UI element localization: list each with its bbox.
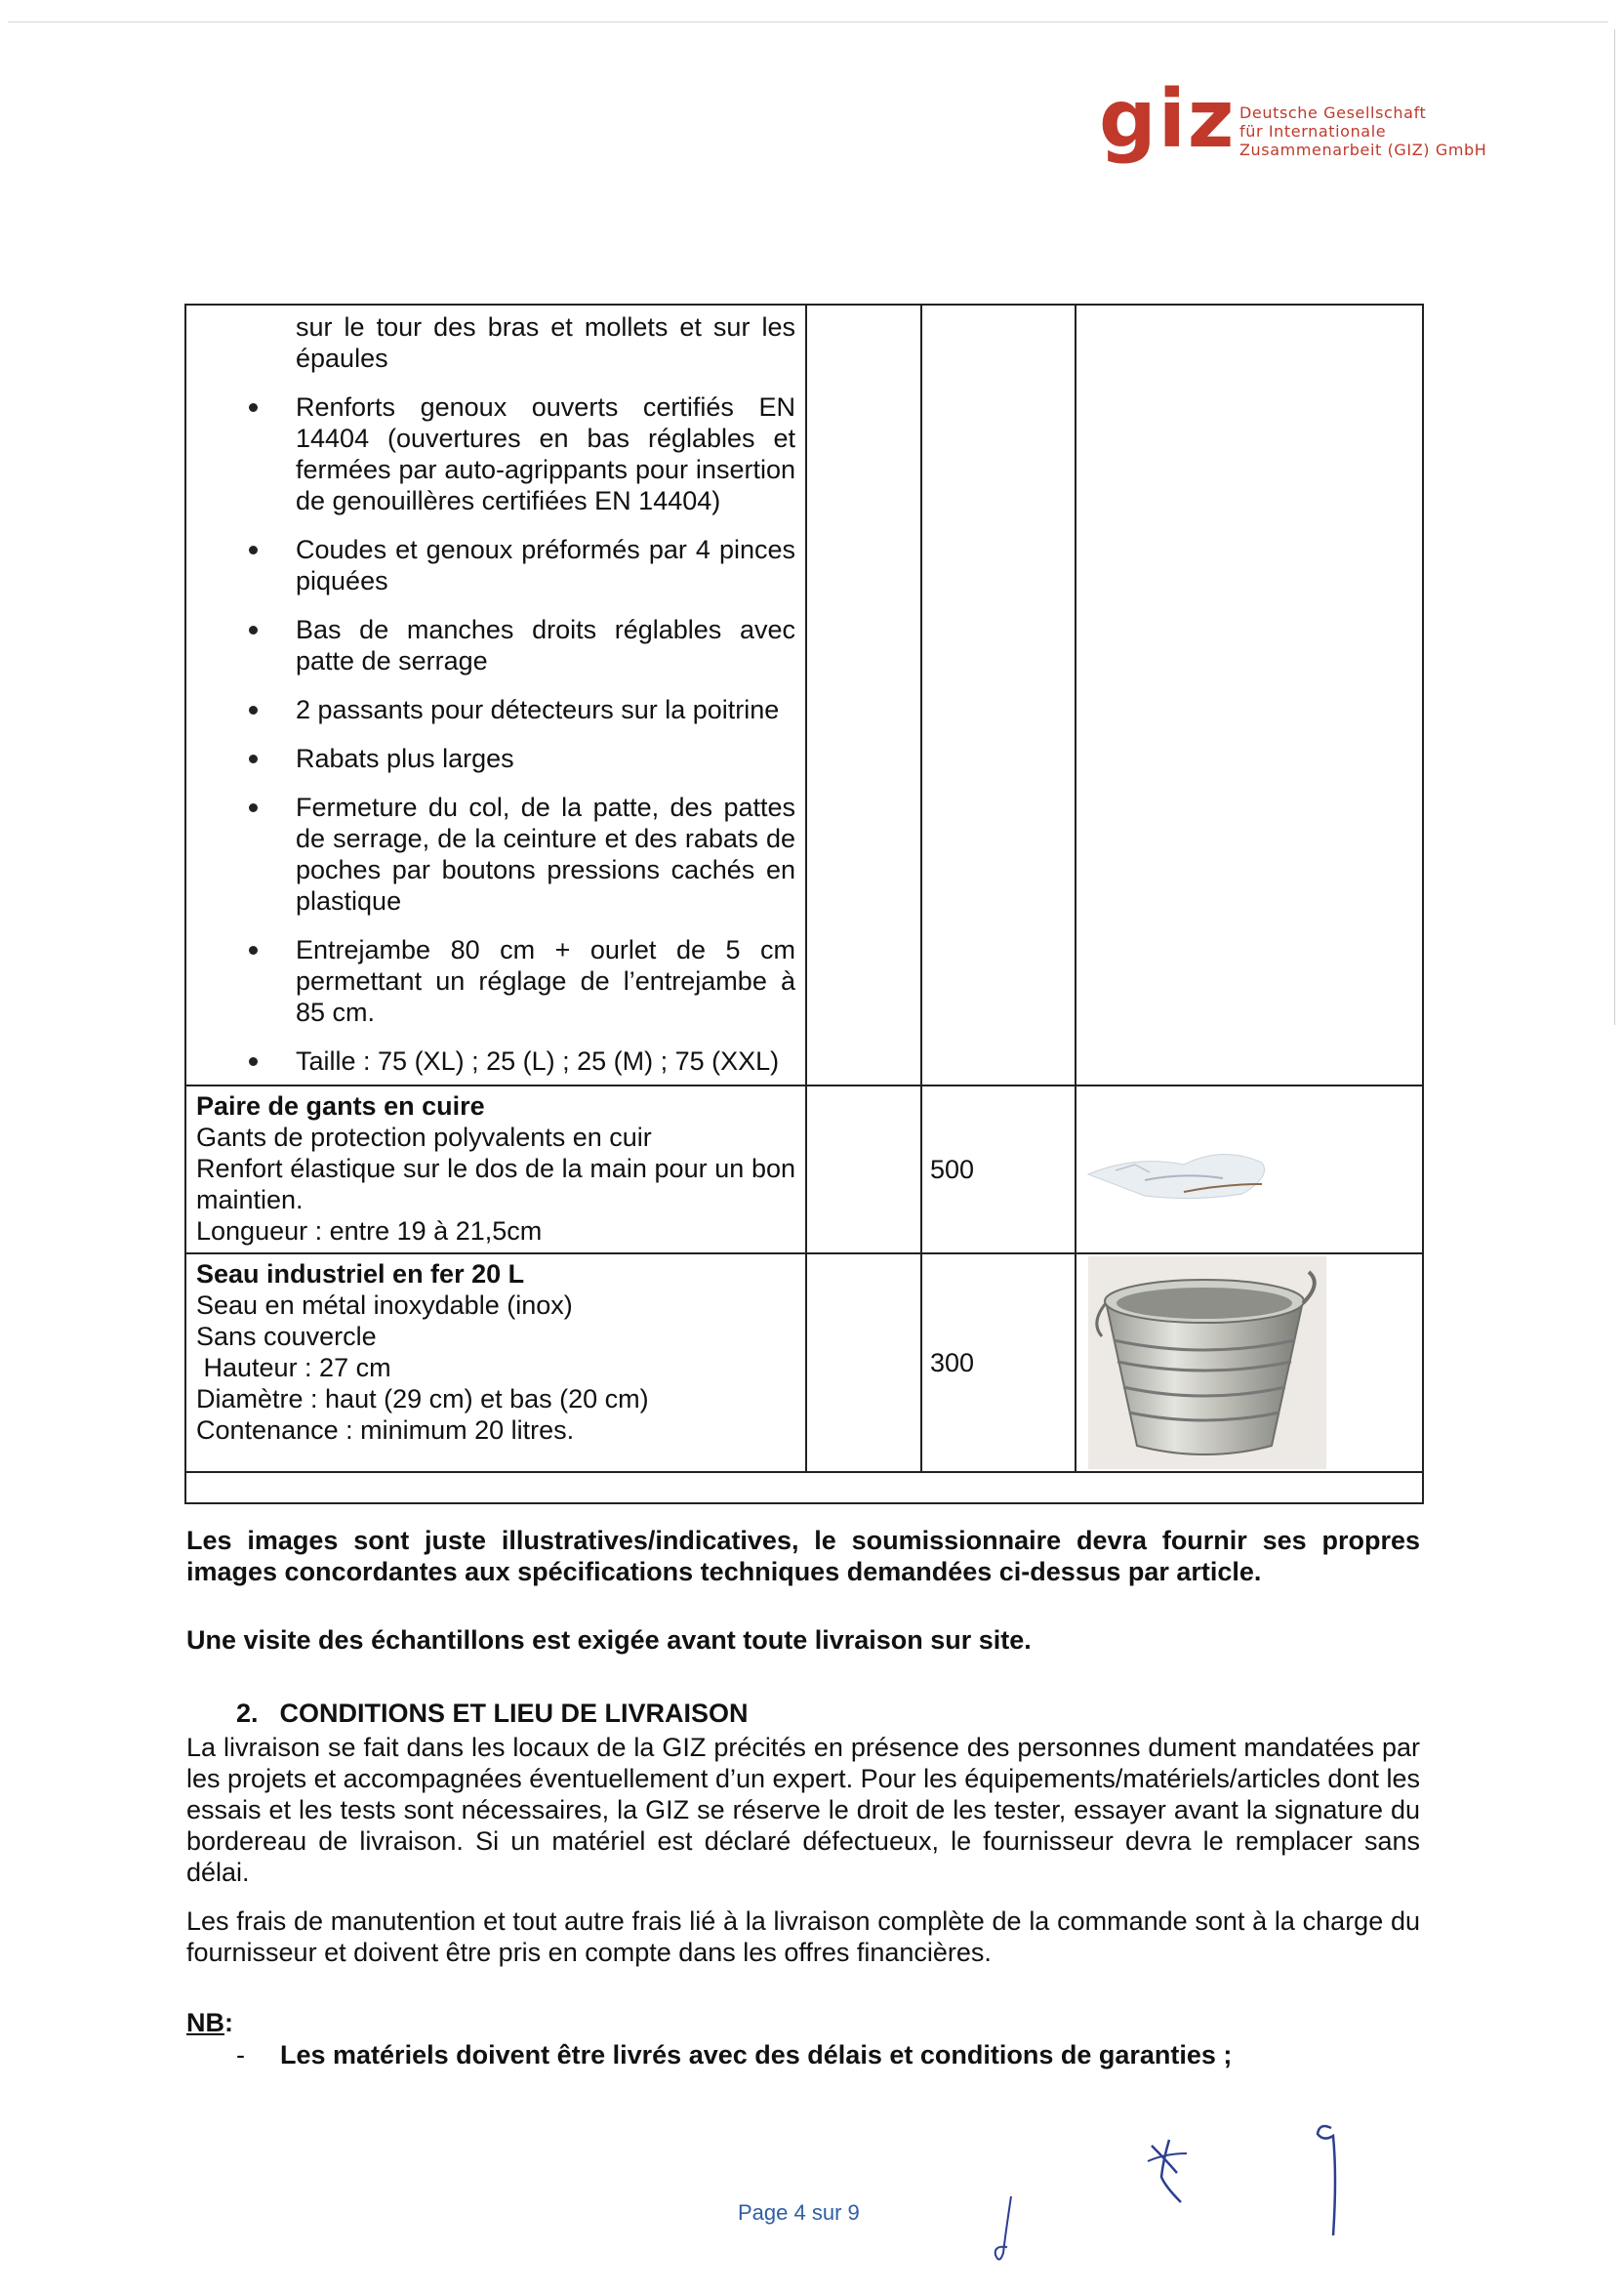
gloves-image [1076, 1086, 1422, 1243]
quantity-value: 300 [930, 1348, 975, 1377]
logo-line: Deutsche Gesellschaft [1239, 103, 1427, 122]
logo-line: Zusammenarbeit (GIZ) GmbH [1239, 141, 1487, 159]
section-paragraph: La livraison se fait dans les locaux de la GIZ précités en présence des personnes dument mandatées par les projets et accompagnées éventuellement d’un expert. Pour les équipements/matériels/articles dont les essais et les tests sont nécessaires, la GIZ se réserve le droit de les tester, essayer avant la signature du bordereau de livraison. Si un matériel est déclaré défectueux, le fournisseur devra le remplacer sans délai. [186, 1733, 1420, 1887]
item-line: Gants de protection polyvalents en cuir [196, 1123, 652, 1152]
item-line: Seau en métal inoxydable (inox) [196, 1290, 573, 1320]
item-line: Renfort élastique sur le dos de la main pour un bon maintien. [196, 1154, 795, 1214]
section-number: 2. [236, 1699, 259, 1728]
bucket-image [1076, 1254, 1422, 1471]
visit-note: Une visite des échantillons est exigée avant toute livraison sur site. [186, 1625, 1032, 1655]
item-line: Diamètre : haut (29 cm) et bas (20 cm) [196, 1384, 649, 1413]
top-rule [8, 21, 1608, 22]
item-line: Longueur : entre 19 à 21,5cm [196, 1216, 543, 1246]
empty-cell [1076, 305, 1423, 1086]
empty-row [185, 1472, 1423, 1503]
table-row [185, 1086, 1423, 1253]
empty-cell [806, 305, 921, 1086]
specification-table [184, 304, 1424, 1504]
item-line: Sans couvercle [196, 1322, 377, 1351]
list-item: Renforts genoux ouverts certifiés EN 14404 (ouvertures en bas réglables et fermées par auto-agrippants pour insertion de genouillères certifiées EN 14404) [296, 392, 795, 515]
table-row [185, 305, 1423, 1086]
list-item: Taille : 75 (XL) ; 25 (L) ; 25 (M) ; 75 (XXL) [296, 1045, 795, 1077]
item-description [186, 1086, 805, 1252]
giz-logo [1099, 73, 1509, 187]
image-cell [1076, 1253, 1423, 1472]
table-row [185, 1472, 1423, 1503]
description-cell [185, 1253, 806, 1472]
quantity-cell [921, 1253, 1076, 1472]
image-cell [1076, 1086, 1423, 1253]
quantity-value: 500 [930, 1155, 975, 1184]
section-paragraph: Les frais de manutention et tout autre frais lié à la livraison complète de la commande sont à la charge du fournisseur et doivent être pris en compte dans les offres financières. [186, 1906, 1420, 1967]
section-title: CONDITIONS ET LIEU DE LIVRAISON [279, 1699, 749, 1728]
logo-text [1239, 103, 1486, 159]
list-item: Entrejambe 80 cm + ourlet de 5 cm permettant un réglage de l’entrejambe à 85 cm. [296, 935, 795, 1027]
right-rule [1614, 29, 1615, 1025]
list-item: Coudes et genoux préformés par 4 pinces piquées [296, 535, 795, 595]
bullet-list [186, 306, 805, 1085]
nb-item [236, 2040, 1232, 2070]
nb-colon: : [224, 2008, 233, 2037]
list-item: sur le tour des bras et mollets et sur les épaules [296, 312, 795, 373]
table-row [185, 1253, 1423, 1472]
handwritten-initials [956, 2118, 1366, 2265]
list-item: Rabats plus larges [296, 743, 795, 774]
section-heading [236, 1699, 749, 1729]
item-description [186, 1254, 805, 1452]
nb-text: NB [186, 2008, 224, 2037]
item-title: Paire de gants en cuire [196, 1091, 485, 1121]
item-line: Hauteur : 27 cm [196, 1353, 391, 1382]
item-title: Seau industriel en fer 20 L [196, 1259, 525, 1289]
description-cell [185, 305, 806, 1086]
logo-line: für Internationale [1239, 122, 1387, 141]
item-line: Contenance : minimum 20 litres. [196, 1415, 575, 1445]
list-item: Bas de manches droits réglables avec patte de serrage [296, 615, 795, 676]
logo-mark: giz [1099, 73, 1237, 166]
empty-cell [806, 1253, 921, 1472]
nb-label [186, 2008, 233, 2038]
list-item: 2 passants pour détecteurs sur la poitrine [296, 694, 795, 725]
description-cell [185, 1086, 806, 1253]
nb-item-text: Les matériels doivent être livrés avec des délais et conditions de garanties ; [280, 2040, 1233, 2069]
list-item: Fermeture du col, de la patte, des pattes de serrage, de la ceinture et des rabats de poches par boutons pressions cachés en plastique [296, 793, 795, 916]
images-note: Les images sont juste illustratives/indicatives, le soumissionnaire devra fournir ses propres images concordantes aux spécifications techniques demandées ci-dessus par article. [186, 1526, 1420, 1586]
nb-dash: - [236, 2040, 245, 2069]
page-number: Page 4 sur 9 [738, 2200, 860, 2225]
empty-cell [806, 1086, 921, 1253]
quantity-cell [921, 1086, 1076, 1253]
empty-cell [921, 305, 1076, 1086]
